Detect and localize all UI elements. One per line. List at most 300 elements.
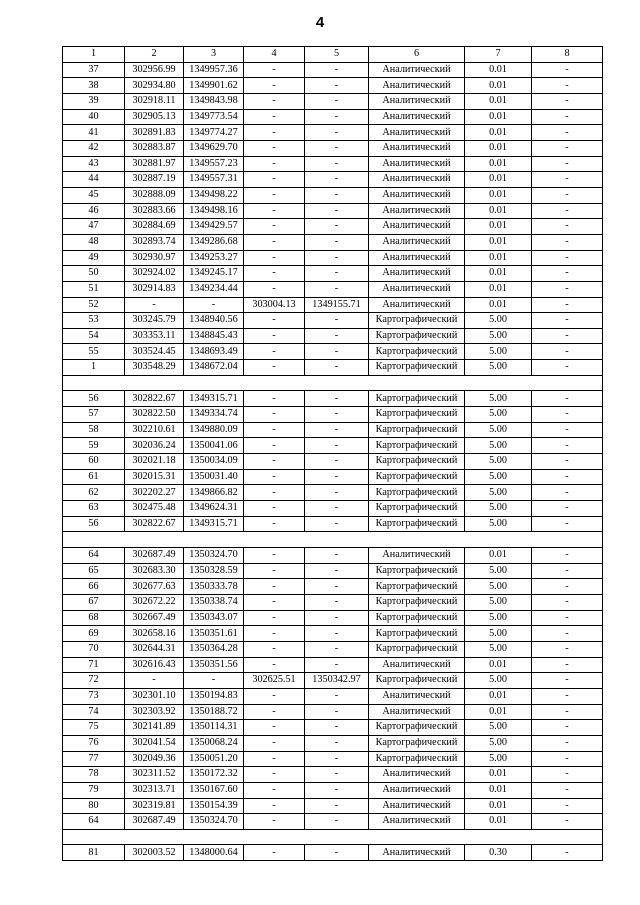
- table-cell: 302883.66: [125, 203, 184, 219]
- table-row: [63, 626, 603, 642]
- table-cell: -: [305, 250, 369, 266]
- table-cell: -: [532, 548, 603, 564]
- table-cell: -: [305, 93, 369, 109]
- table-cell: 5.00: [465, 328, 532, 344]
- table-cell: 40: [63, 109, 125, 125]
- table-row: [63, 735, 603, 751]
- table-cell: Аналитический: [369, 767, 465, 783]
- table-cell: -: [532, 720, 603, 736]
- table-cell: -: [244, 172, 305, 188]
- page-number: 4: [315, 14, 325, 31]
- table-cell: -: [532, 563, 603, 579]
- table-cell: 302822.67: [125, 391, 184, 407]
- table-cell: -: [305, 845, 369, 861]
- table-cell: -: [532, 767, 603, 783]
- table-cell: 0.01: [465, 704, 532, 720]
- table-row: [63, 203, 603, 219]
- table-cell: -: [532, 704, 603, 720]
- table-cell: 302015.31: [125, 469, 184, 485]
- table-cell: 0.01: [465, 203, 532, 219]
- table-cell: -: [244, 798, 305, 814]
- table-cell: 1349334.74: [184, 407, 244, 423]
- table-row: [63, 657, 603, 673]
- table-cell: 1349315.71: [184, 391, 244, 407]
- table-cell: Аналитический: [369, 688, 465, 704]
- table-cell: -: [244, 657, 305, 673]
- table-cell: 46: [63, 203, 125, 219]
- table-cell: Аналитический: [369, 172, 465, 188]
- table-row: [63, 688, 603, 704]
- table-cell: -: [244, 313, 305, 329]
- table-cell: 1349843.98: [184, 93, 244, 109]
- table-row: [63, 610, 603, 626]
- table-cell: 302313.71: [125, 782, 184, 798]
- table-cell: -: [244, 454, 305, 470]
- table-cell: 56: [63, 391, 125, 407]
- table-row: [63, 438, 603, 454]
- table-cell: 1349901.62: [184, 78, 244, 94]
- table-cell: 1349880.09: [184, 422, 244, 438]
- table-cell: -: [532, 751, 603, 767]
- table-cell: 303548.29: [125, 360, 184, 376]
- table-cell: -: [532, 438, 603, 454]
- table-cell: Аналитический: [369, 109, 465, 125]
- table-cell: 302021.18: [125, 454, 184, 470]
- table-cell: -: [244, 548, 305, 564]
- table-row: [63, 767, 603, 783]
- table-cell: Аналитический: [369, 78, 465, 94]
- table-cell: 0.01: [465, 156, 532, 172]
- table-cell: 1349629.70: [184, 140, 244, 156]
- table-cell: 70: [63, 641, 125, 657]
- table-cell: -: [532, 407, 603, 423]
- table-cell: -: [244, 281, 305, 297]
- table-cell: -: [305, 798, 369, 814]
- table-cell: 54: [63, 328, 125, 344]
- table-cell: 1350324.70: [184, 814, 244, 830]
- table-cell: 1350338.74: [184, 594, 244, 610]
- table-cell: Картографический: [369, 469, 465, 485]
- table-cell: 302041.54: [125, 735, 184, 751]
- table-cell: 0.01: [465, 125, 532, 141]
- table-cell: Аналитический: [369, 140, 465, 156]
- table-cell: 1350324.70: [184, 548, 244, 564]
- empty-cell: [532, 375, 603, 391]
- table-cell: 302934.80: [125, 78, 184, 94]
- table-cell: 1350041.06: [184, 438, 244, 454]
- table-cell: -: [244, 610, 305, 626]
- table-row: [63, 78, 603, 94]
- table-cell: Аналитический: [369, 93, 465, 109]
- table-cell: -: [305, 657, 369, 673]
- table-row: [63, 720, 603, 736]
- table-cell: -: [305, 469, 369, 485]
- table-cell: Картографический: [369, 360, 465, 376]
- table-cell: -: [305, 454, 369, 470]
- table-cell: -: [305, 344, 369, 360]
- table-cell: 1349315.71: [184, 516, 244, 532]
- table-cell: 80: [63, 798, 125, 814]
- table-row: [63, 407, 603, 423]
- table-row: [63, 798, 603, 814]
- table-cell: 5.00: [465, 313, 532, 329]
- table-cell: -: [305, 360, 369, 376]
- table-cell: 1349253.27: [184, 250, 244, 266]
- table-cell: -: [305, 203, 369, 219]
- table-cell: 302883.87: [125, 140, 184, 156]
- table-cell: -: [244, 469, 305, 485]
- table-cell: -: [305, 125, 369, 141]
- table-cell: Картографический: [369, 485, 465, 501]
- table-cell: 0.01: [465, 281, 532, 297]
- table-cell: Картографический: [369, 579, 465, 595]
- table-cell: -: [244, 62, 305, 78]
- table-cell: 38: [63, 78, 125, 94]
- table-cell: 76: [63, 735, 125, 751]
- table-cell: -: [125, 297, 184, 313]
- table-cell: 1350167.60: [184, 782, 244, 798]
- table-cell: 5.00: [465, 469, 532, 485]
- table-cell: -: [305, 516, 369, 532]
- column-header: 3: [184, 47, 244, 63]
- table-cell: 5.00: [465, 407, 532, 423]
- table-cell: -: [532, 219, 603, 235]
- table-cell: 1350034.09: [184, 454, 244, 470]
- table-cell: Аналитический: [369, 156, 465, 172]
- table-cell: 302888.09: [125, 187, 184, 203]
- table-row: [63, 234, 603, 250]
- table-cell: 1349234.44: [184, 281, 244, 297]
- table-row: [63, 422, 603, 438]
- table-cell: -: [244, 250, 305, 266]
- empty-cell: [305, 829, 369, 845]
- table-cell: 302924.02: [125, 266, 184, 282]
- table-cell: 5.00: [465, 391, 532, 407]
- table-cell: -: [305, 782, 369, 798]
- table-cell: 302210.61: [125, 422, 184, 438]
- table-cell: Картографический: [369, 391, 465, 407]
- table-cell: Аналитический: [369, 266, 465, 282]
- table-cell: 1350333.78: [184, 579, 244, 595]
- table-cell: 302905.13: [125, 109, 184, 125]
- table-cell: -: [532, 673, 603, 689]
- table-cell: -: [305, 626, 369, 642]
- table-cell: Аналитический: [369, 704, 465, 720]
- table-row: [63, 673, 603, 689]
- table-cell: 1350194.83: [184, 688, 244, 704]
- empty-cell: [244, 532, 305, 548]
- column-header: 5: [305, 47, 369, 63]
- table-row: [63, 62, 603, 78]
- table-cell: -: [125, 673, 184, 689]
- table-cell: -: [305, 720, 369, 736]
- table-cell: Картографический: [369, 673, 465, 689]
- table-cell: 302956.99: [125, 62, 184, 78]
- table-cell: -: [244, 391, 305, 407]
- table-cell: Картографический: [369, 328, 465, 344]
- table-cell: -: [244, 187, 305, 203]
- table-cell: -: [305, 688, 369, 704]
- table-row: [63, 93, 603, 109]
- table-cell: -: [532, 626, 603, 642]
- table-cell: 69: [63, 626, 125, 642]
- coordinates-table: [62, 46, 603, 861]
- table-cell: -: [244, 814, 305, 830]
- table-row: [63, 594, 603, 610]
- table-cell: Картографический: [369, 454, 465, 470]
- table-cell: -: [532, 454, 603, 470]
- table-cell: -: [305, 156, 369, 172]
- table-cell: 73: [63, 688, 125, 704]
- table-row: [63, 516, 603, 532]
- table-row: [63, 219, 603, 235]
- table-cell: 302822.67: [125, 516, 184, 532]
- table-cell: 1350364.28: [184, 641, 244, 657]
- table-cell: -: [532, 688, 603, 704]
- table-cell: 1348000.64: [184, 845, 244, 861]
- table-cell: -: [305, 563, 369, 579]
- table-cell: -: [244, 501, 305, 517]
- column-header: 6: [369, 47, 465, 63]
- table-cell: 302881.97: [125, 156, 184, 172]
- table-cell: -: [305, 219, 369, 235]
- empty-cell: [305, 375, 369, 391]
- table-cell: -: [244, 407, 305, 423]
- table-cell: 302687.49: [125, 814, 184, 830]
- table-cell: Аналитический: [369, 548, 465, 564]
- table-cell: -: [532, 125, 603, 141]
- table-cell: 47: [63, 219, 125, 235]
- table-cell: 302049.36: [125, 751, 184, 767]
- empty-cell: [244, 829, 305, 845]
- table-cell: 0.01: [465, 266, 532, 282]
- table-cell: 302914.83: [125, 281, 184, 297]
- table-cell: Аналитический: [369, 281, 465, 297]
- table-cell: 58: [63, 422, 125, 438]
- empty-cell: [305, 532, 369, 548]
- table-cell: -: [305, 735, 369, 751]
- table-cell: 45: [63, 187, 125, 203]
- table-cell: -: [244, 845, 305, 861]
- empty-cell: [63, 532, 125, 548]
- table-cell: -: [305, 62, 369, 78]
- table-cell: Картографический: [369, 735, 465, 751]
- table-cell: -: [244, 720, 305, 736]
- table-cell: Картографический: [369, 501, 465, 517]
- table-cell: -: [532, 422, 603, 438]
- table-cell: 67: [63, 594, 125, 610]
- table-cell: -: [305, 78, 369, 94]
- table-row: [63, 250, 603, 266]
- table-cell: 0.01: [465, 140, 532, 156]
- table-cell: -: [305, 704, 369, 720]
- table-cell: -: [532, 266, 603, 282]
- table-cell: -: [305, 548, 369, 564]
- table-cell: 302003.52: [125, 845, 184, 861]
- table-cell: Картографический: [369, 422, 465, 438]
- empty-cell: [63, 829, 125, 845]
- table-cell: -: [244, 438, 305, 454]
- table-cell: 1348672.04: [184, 360, 244, 376]
- table-cell: -: [244, 219, 305, 235]
- table-cell: 5.00: [465, 720, 532, 736]
- table-cell: 1: [63, 360, 125, 376]
- table-cell: -: [305, 594, 369, 610]
- table-cell: -: [244, 594, 305, 610]
- table-cell: -: [532, 798, 603, 814]
- empty-cell: [369, 375, 465, 391]
- table-body: [63, 62, 603, 860]
- table-row: [63, 140, 603, 156]
- table-row: [63, 156, 603, 172]
- table-cell: 5.00: [465, 501, 532, 517]
- table-cell: 78: [63, 767, 125, 783]
- table-row: [63, 704, 603, 720]
- table-cell: -: [305, 109, 369, 125]
- table-cell: 1350068.24: [184, 735, 244, 751]
- table-cell: 48: [63, 234, 125, 250]
- table-cell: 50: [63, 266, 125, 282]
- table-cell: 0.01: [465, 782, 532, 798]
- table-cell: 0.01: [465, 688, 532, 704]
- table-cell: 1349286.68: [184, 234, 244, 250]
- empty-cell: [369, 829, 465, 845]
- table-cell: Картографический: [369, 594, 465, 610]
- table-cell: -: [305, 767, 369, 783]
- table-cell: 302893.74: [125, 234, 184, 250]
- table-row: [63, 328, 603, 344]
- table-cell: -: [532, 78, 603, 94]
- table-cell: -: [532, 845, 603, 861]
- table-row: [63, 360, 603, 376]
- table-cell: 1349774.27: [184, 125, 244, 141]
- table-cell: 79: [63, 782, 125, 798]
- table-cell: 0.01: [465, 172, 532, 188]
- empty-cell: [369, 532, 465, 548]
- table-cell: 1349957.36: [184, 62, 244, 78]
- table-cell: 5.00: [465, 735, 532, 751]
- table-cell: -: [244, 751, 305, 767]
- table-cell: 1350351.56: [184, 657, 244, 673]
- table-cell: -: [244, 78, 305, 94]
- table-cell: 60: [63, 454, 125, 470]
- table-cell: -: [244, 782, 305, 798]
- table-cell: 302677.63: [125, 579, 184, 595]
- table-cell: -: [244, 266, 305, 282]
- table-cell: 61: [63, 469, 125, 485]
- table-cell: -: [244, 203, 305, 219]
- table-cell: -: [532, 156, 603, 172]
- table-cell: Аналитический: [369, 798, 465, 814]
- table-cell: -: [244, 767, 305, 783]
- table-cell: -: [305, 328, 369, 344]
- table-cell: 39: [63, 93, 125, 109]
- table-cell: Картографический: [369, 516, 465, 532]
- table-header-row: [63, 47, 603, 63]
- table-cell: Аналитический: [369, 187, 465, 203]
- table-cell: 0.01: [465, 798, 532, 814]
- table-cell: 5.00: [465, 485, 532, 501]
- table-row: [63, 501, 603, 517]
- empty-cell: [184, 375, 244, 391]
- table-cell: -: [532, 735, 603, 751]
- table-row: [63, 641, 603, 657]
- empty-cell: [465, 829, 532, 845]
- table-cell: Аналитический: [369, 845, 465, 861]
- table-cell: -: [184, 297, 244, 313]
- table-cell: 5.00: [465, 360, 532, 376]
- table-cell: -: [532, 203, 603, 219]
- table-cell: -: [244, 579, 305, 595]
- table-cell: 302887.19: [125, 172, 184, 188]
- table-cell: Аналитический: [369, 234, 465, 250]
- table-cell: -: [532, 250, 603, 266]
- table-cell: -: [532, 516, 603, 532]
- table-cell: Аналитический: [369, 250, 465, 266]
- empty-cell: [125, 375, 184, 391]
- table-cell: 1350343.07: [184, 610, 244, 626]
- table-cell: 0.01: [465, 109, 532, 125]
- table-cell: -: [532, 501, 603, 517]
- table-cell: Картографический: [369, 751, 465, 767]
- table-cell: 1350031.40: [184, 469, 244, 485]
- table-cell: 302202.27: [125, 485, 184, 501]
- table-cell: -: [305, 610, 369, 626]
- table-cell: -: [244, 563, 305, 579]
- table-cell: 64: [63, 548, 125, 564]
- table-cell: -: [532, 657, 603, 673]
- table-cell: 37: [63, 62, 125, 78]
- table-cell: -: [244, 360, 305, 376]
- table-cell: 72: [63, 673, 125, 689]
- table-cell: -: [532, 234, 603, 250]
- table-cell: -: [532, 641, 603, 657]
- table-row: [63, 469, 603, 485]
- separator-row: [63, 532, 603, 548]
- table-cell: 0.01: [465, 657, 532, 673]
- table-cell: 302918.11: [125, 93, 184, 109]
- table-cell: -: [244, 704, 305, 720]
- table-cell: -: [244, 125, 305, 141]
- empty-cell: [184, 829, 244, 845]
- table-row: [63, 751, 603, 767]
- table-cell: -: [244, 344, 305, 360]
- table-cell: 1349155.71: [305, 297, 369, 313]
- table-cell: -: [305, 234, 369, 250]
- table-cell: 302301.10: [125, 688, 184, 704]
- table-cell: -: [532, 62, 603, 78]
- table-cell: 302311.52: [125, 767, 184, 783]
- table-cell: 53: [63, 313, 125, 329]
- table-cell: -: [305, 281, 369, 297]
- table-cell: 1350154.39: [184, 798, 244, 814]
- table-cell: Аналитический: [369, 62, 465, 78]
- table-cell: -: [305, 313, 369, 329]
- table-cell: 64: [63, 814, 125, 830]
- table-cell: -: [305, 391, 369, 407]
- table-cell: 302625.51: [244, 673, 305, 689]
- table-cell: 302036.24: [125, 438, 184, 454]
- empty-cell: [125, 532, 184, 548]
- table-cell: 1350351.61: [184, 626, 244, 642]
- table-cell: 5.00: [465, 516, 532, 532]
- table-cell: 1350051.20: [184, 751, 244, 767]
- table-cell: -: [532, 469, 603, 485]
- table-row: [63, 109, 603, 125]
- column-header: 4: [244, 47, 305, 63]
- table-cell: 302475.48: [125, 501, 184, 517]
- table-cell: 302667.49: [125, 610, 184, 626]
